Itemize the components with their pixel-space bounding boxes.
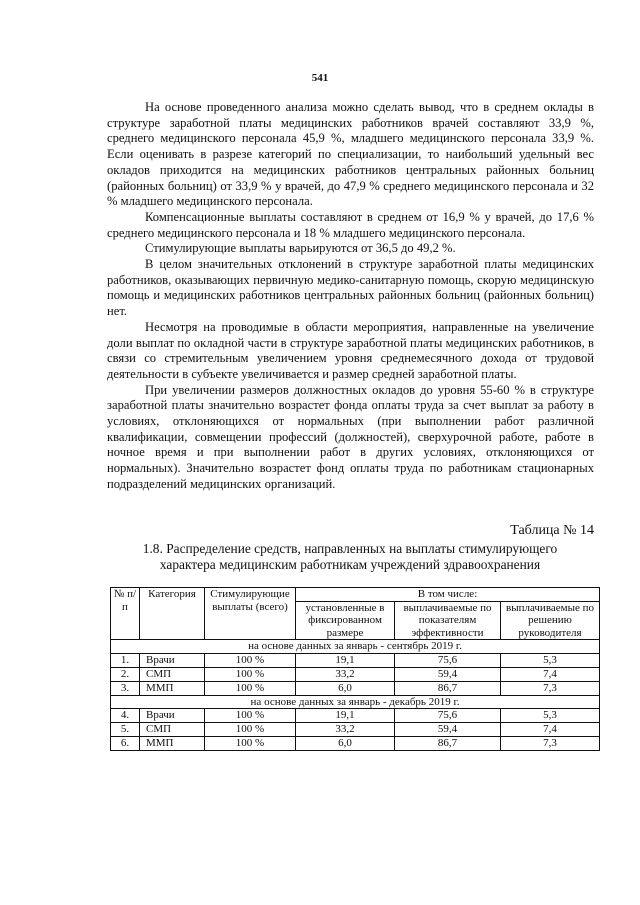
cell-category: Врачи xyxy=(140,653,205,667)
cell-num: 3. xyxy=(111,681,140,695)
cell-manager: 7,3 xyxy=(501,737,600,751)
table-number-label: Таблица № 14 xyxy=(510,523,594,538)
paragraph-5: Несмотря на проводимые в области мероприятия, направленные на увеличение доли выплат по окладной части в структуре заработной платы медицинских работников, в связи со стремительным увеличением уровня среднемесячного дохода от трудовой деятельности в субъекте увеличивается и размер средней заработной платы. xyxy=(107,319,594,381)
cell-category: СМП xyxy=(140,667,205,681)
paragraph-1: На основе проведенного анализа можно сделать вывод, что в среднем оклады в структуре заработной платы медицинских работников врачей составляют 33,9 %, среднего медицинского персонала 45,9 %, младшего медицинского персонала 33,9 %. Если оценивать в разрезе категорий по специализации, то наибольший удельный вес окладов приходится на медицинских работников центральных районных больниц (районных больниц) от 33,9 % у врачей, до 47,9 % среднего медицинского персонала и 32 % младшего медицинского персонала. xyxy=(107,100,594,209)
paragraph-2: Компенсационные выплаты составляют в среднем от 16,9 % у врачей, до 17,6 % среднего медицинского персонала и 18 % младшего медицинского персонала. xyxy=(107,209,594,240)
page-number: 541 xyxy=(311,72,329,84)
cell-total: 100 % xyxy=(205,667,296,681)
header-total: Стимулирующие выплаты (всего) xyxy=(205,588,296,640)
cell-manager: 5,3 xyxy=(501,709,600,723)
body-text xyxy=(107,100,594,493)
section-label: на основе данных за январь - декабрь 2019 г. xyxy=(111,695,600,709)
cell-efficiency: 59,4 xyxy=(395,723,501,737)
cell-num: 5. xyxy=(111,723,140,737)
header-efficiency: выплачиваемые по показателям эффективности xyxy=(395,601,501,640)
table-row xyxy=(111,681,600,695)
table-row xyxy=(111,723,600,737)
table-row xyxy=(111,709,600,723)
cell-total: 100 % xyxy=(205,723,296,737)
cell-fixed: 33,2 xyxy=(296,667,395,681)
cell-num: 1. xyxy=(111,653,140,667)
cell-manager: 5,3 xyxy=(501,653,600,667)
table-row xyxy=(111,667,600,681)
cell-manager: 7,3 xyxy=(501,681,600,695)
cell-manager: 7,4 xyxy=(501,667,600,681)
cell-efficiency: 75,6 xyxy=(395,653,501,667)
cell-efficiency: 86,7 xyxy=(395,737,501,751)
section-label: на основе данных за январь - сентябрь 2019 г. xyxy=(111,640,600,654)
paragraph-3: Стимулирующие выплаты варьируются от 36,5 до 49,2 %. xyxy=(145,241,456,256)
cell-total: 100 % xyxy=(205,653,296,667)
cell-efficiency: 75,6 xyxy=(395,709,501,723)
table-row xyxy=(111,653,600,667)
cell-total: 100 % xyxy=(205,737,296,751)
header-num: № п/п xyxy=(111,588,140,640)
cell-fixed: 19,1 xyxy=(296,709,395,723)
paragraph-4: В целом значительных отклонений в структуре заработной платы медицинских работников, оказывающих первичную медико-санитарную помощь, скорую медицинскую помощь и медицинских работников центральных районных больниц (районных больниц) нет. xyxy=(107,257,594,319)
cell-fixed: 6,0 xyxy=(296,681,395,695)
distribution-table xyxy=(110,587,600,751)
paragraph-6: При увеличении размеров должностных окладов до уровня 55-60 % в структуре заработной платы значительно возрастет фонда оплаты труда за счет выплат за работу в условиях, отклоняющихся от нормальных (при выполнении работ различной квалификации, совмещении профессий (должностей), сверхурочной работе, работе в ночное время и при выполнении работ в других условиях, отклоняющихся от нормальных). Значительно возрастет фонд оплаты труда по работникам стационарных подразделений медицинских организаций. xyxy=(107,382,594,491)
table-title: 1.8. Распределение средств, направленных на выплаты стимулирующего характера медицинским работникам учреждений здравоохранения xyxy=(142,541,558,572)
cell-fixed: 19,1 xyxy=(296,653,395,667)
header-fixed: установленные в фиксированном размере xyxy=(296,601,395,640)
cell-category: ММП xyxy=(140,681,205,695)
cell-category: СМП xyxy=(140,723,205,737)
cell-fixed: 6,0 xyxy=(296,737,395,751)
cell-efficiency: 86,7 xyxy=(395,681,501,695)
cell-efficiency: 59,4 xyxy=(395,667,501,681)
table-row xyxy=(111,737,600,751)
cell-category: Врачи xyxy=(140,709,205,723)
cell-total: 100 % xyxy=(205,709,296,723)
header-category: Категория xyxy=(140,588,205,640)
header-including: В том числе: xyxy=(296,588,600,602)
cell-manager: 7,4 xyxy=(501,723,600,737)
cell-num: 2. xyxy=(111,667,140,681)
cell-category: ММП xyxy=(140,737,205,751)
header-manager: выплачиваемые по решению руководителя xyxy=(501,601,600,640)
cell-fixed: 33,2 xyxy=(296,723,395,737)
cell-num: 4. xyxy=(111,709,140,723)
cell-num: 6. xyxy=(111,737,140,751)
cell-total: 100 % xyxy=(205,681,296,695)
